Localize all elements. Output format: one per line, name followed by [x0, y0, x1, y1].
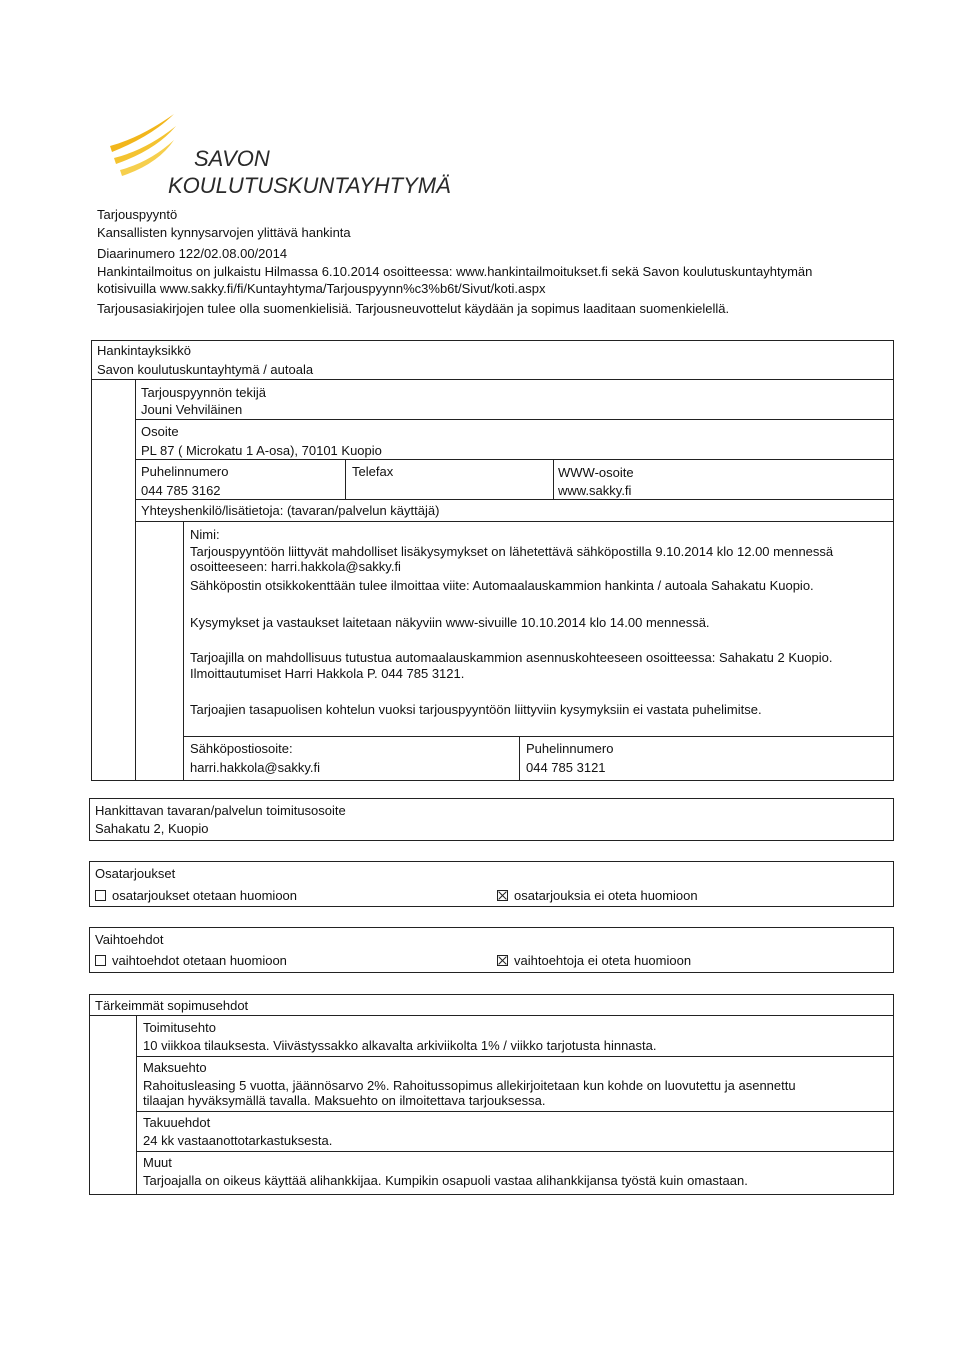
vaihtoehdot-option-2[interactable] — [497, 953, 691, 969]
www-value: www.sakky.fi — [558, 483, 632, 498]
osoite-value: PL 87 ( Microkatu 1 A-osa), 70101 Kuopio — [141, 443, 382, 458]
info-line-6: Ilmoittautumiset Harri Hakkola P. 044 785 3121. — [190, 666, 465, 681]
phone2-label: Puhelinnumero — [526, 741, 614, 756]
notice-line-1: Hankintailmoitus on julkaistu Hilmassa 6.10.2014 osoitteessa: www.hankintailmoitukset.fi sekä Savon koulutuskuntayhtymän — [97, 264, 813, 279]
yhteys-label: Yhteyshenkilö/lisätietoja: (tavaran/palvelun käyttäjä) — [141, 503, 440, 518]
osoite-label: Osoite — [141, 424, 179, 439]
hankintayksikko-label: Hankintayksikkö — [97, 343, 191, 358]
intro-block — [97, 207, 917, 332]
logo-line-2: KOULUTUSKUNTAYHTYMÄ — [168, 173, 451, 198]
muut-label: Muut — [143, 1155, 172, 1170]
logo-line-1: SAVON — [194, 146, 270, 171]
sopimusehdot-label: Tärkeimmät sopimusehdot — [95, 998, 249, 1013]
toimitusehto-label: Toimitusehto — [143, 1020, 216, 1035]
email-label: Sähköpostiosoite: — [190, 741, 293, 756]
maksuehto-label: Maksuehto — [143, 1060, 207, 1075]
info-line-7: Tarjoajien tasapuolisen kohtelun vuoksi tarjouspyyntöön liittyviin kysymyksiin ei vastata puhelimitse. — [190, 702, 762, 717]
toimitusehto-value: 10 viikkoa tilauksesta. Viivästyssakko alkavalta arkiviikolta 1% / viikko tarjotusta hinnasta. — [143, 1038, 657, 1053]
vaihtoehdot-option-2-label: vaihtoehtoja ei oteta huomioon — [514, 953, 692, 968]
info-line-1: Tarjouspyyntöön liittyvät mahdolliset lisäkysymykset on lähetettävä sähköpostilla 9.10.2014 klo 12.00 mennessä — [190, 544, 834, 559]
language-note: Tarjousasiakirjojen tulee olla suomenkielisiä. Tarjousneuvottelut käydään ja sopimus laaditaan suomenkielellä. — [97, 301, 730, 316]
phone2-value: 044 785 3121 — [526, 760, 606, 775]
maksuehto-line-1: Rahoitusleasing 5 vuotta, jäännösarvo 2%. Rahoitussopimus allekirjoitetaan kun kohde on luovutettu ja asennettu — [143, 1078, 796, 1093]
osatarjoukset-option-1-label: osatarjoukset otetaan huomioon — [112, 888, 298, 903]
toimitusosoite-value: Sahakatu 2, Kuopio — [95, 821, 209, 836]
checkbox-unchecked-icon[interactable] — [95, 955, 106, 966]
checkbox-checked-icon[interactable] — [497, 890, 508, 901]
osatarjoukset-option-1[interactable] — [95, 888, 297, 904]
tekija-value: Jouni Vehviläinen — [141, 402, 243, 417]
osatarjoukset-option-2[interactable] — [497, 888, 698, 904]
tekija-label: Tarjouspyynnön tekijä — [141, 385, 267, 400]
vaihtoehdot-option-1[interactable] — [95, 953, 287, 969]
logo — [108, 110, 468, 202]
vaihtoehdot-label: Vaihtoehdot — [95, 932, 164, 947]
info-line-3: Sähköpostin otsikkokenttään tulee ilmoittaa viite: Automaalauskammion hankinta / autoala Sahakatu Kuopio. — [190, 578, 814, 593]
notice-line-2: kotisivuilla www.sakky.fi/fi/Kuntayhtyma/Tarjouspyynn%c3%b6t/Sivut/koti.aspx — [97, 281, 546, 296]
checkbox-unchecked-icon[interactable] — [95, 890, 106, 901]
vaihtoehdot-option-1-label: vaihtoehdot otetaan huomioon — [112, 953, 287, 968]
info-line-4: Kysymykset ja vastaukset laitetaan näkyviin www-sivuille 10.10.2014 klo 14.00 mennessä. — [190, 615, 710, 630]
doc-type: Tarjouspyyntö — [97, 207, 178, 222]
takuuehdot-value: 24 kk vastaanottotarkastuksesta. — [143, 1133, 333, 1148]
telefax-label: Telefax — [352, 464, 394, 479]
osatarjoukset-label: Osatarjoukset — [95, 866, 176, 881]
procurement-type: Kansallisten kynnysarvojen ylittävä hankinta — [97, 225, 351, 240]
toimitusosoite-label: Hankittavan tavaran/palvelun toimitusosoite — [95, 803, 346, 818]
info-line-5: Tarjoajilla on mahdollisuus tutustua automaalauskammion asennuskohteeseen osoitteessa: Sahakatu 2 Kuopio. — [190, 650, 833, 665]
hankintayksikko-value: Savon koulutuskuntayhtymä / autoala — [97, 362, 314, 377]
email-value[interactable]: harri.hakkola@sakky.fi — [190, 760, 320, 775]
puhelin-label: Puhelinnumero — [141, 464, 229, 479]
puhelin-value: 044 785 3162 — [141, 483, 221, 498]
www-label: WWW-osoite — [558, 465, 634, 480]
info-line-2: osoitteeseen: harri.hakkola@sakky.fi — [190, 559, 401, 574]
checkbox-checked-icon[interactable] — [497, 955, 508, 966]
maksuehto-line-2: tilaajan hyväksymällä tavalla. Maksuehto on ilmoitettava tarjouksessa. — [143, 1093, 546, 1108]
muut-value: Tarjoajalla on oikeus käyttää alihankkijaa. Kumpikin osapuoli vastaa alihankkijansa työstä kuin omastaan. — [143, 1173, 748, 1188]
diary-number: Diaarinumero 122/02.08.00/2014 — [97, 246, 288, 261]
osatarjoukset-option-2-label: osatarjouksia ei oteta huomioon — [514, 888, 698, 903]
takuuehdot-label: Takuuehdot — [143, 1115, 211, 1130]
nimi-label: Nimi: — [190, 527, 220, 542]
